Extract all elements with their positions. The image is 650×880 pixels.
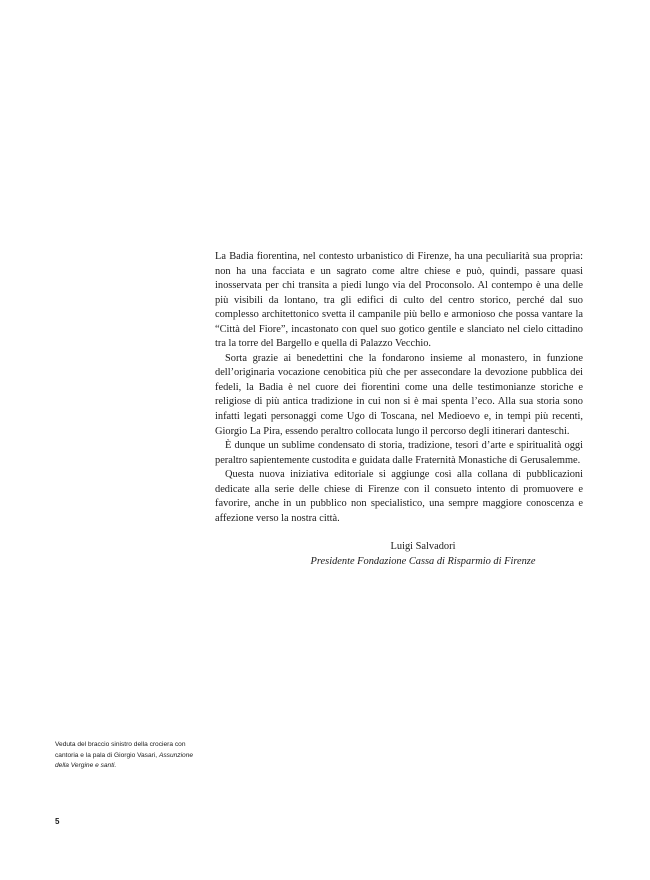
signature-name: Luigi Salvadori <box>390 541 456 552</box>
paragraph-2: Sorta grazie ai benedettini che la fondarono insieme al monastero, in funzione dell’originaria vocazione cenobitica più che per assecondare la devozione pubblica dei fedeli, la Badia è nel cuore dei fiorentini come una delle testimonianze storiche e religiose di più antica tradizione in cui non si è mai spenta l’eco. Alla sua storia sono infatti legati personaggi come Ugo di Toscana, nel Medioevo e, in tempi più recenti, Giorgio La Pira, essendo peraltro collocata lungo il percorso degli itinerari danteschi. <box>215 352 583 437</box>
caption-artwork-title: Assunzione della Vergine e santi. <box>55 751 194 770</box>
paragraph-3: È dunque un sublime condensato di storia, tradizione, tesori d’arte e spiritualità oggi peraltro sapientemente custodita e guidata dalle Fraternità Monastiche di Gerusalemme. <box>215 440 583 466</box>
signature-block <box>215 540 583 569</box>
figure-caption <box>55 740 195 772</box>
caption-text: Veduta del braccio sinistro della crociera con cantoria e la pala di Giorgio Vasari, <box>55 741 186 759</box>
paragraph-4: Questa nuova iniziativa editoriale si aggiunge così alla collana di pubblicazioni dedicate alla serie delle chiese di Firenze con il consueto intento di promuovere e favorire, anche in un pubblico non specialistico, una sempre maggiore conoscenza e affezione verso la nostra città. <box>215 469 583 524</box>
page-number: 5 <box>55 817 60 826</box>
body-text <box>215 250 583 526</box>
signature-title: Presidente Fondazione Cassa di Risparmio di Firenze <box>310 555 536 567</box>
paragraph-1: La Badia fiorentina, nel contesto urbanistico di Firenze, ha una peculiarità sua propria: non ha una facciata e un sagrato come altre chiese e può, quindi, passare quasi inosservata per chi transita a piedi lungo via del Proconsolo. Al contempo è una delle più visibili da lontano, tra gli edifici di culto del centro storico, perché dal suo complesso architettonico svetta il campanile più bello e armonioso che possa vantare la “Città del Fiore”, incastonato con quel suo gotico gentile e slanciato nel cielo cittadino tra la torre del Bargello e quella di Palazzo Vecchio. <box>215 251 583 350</box>
